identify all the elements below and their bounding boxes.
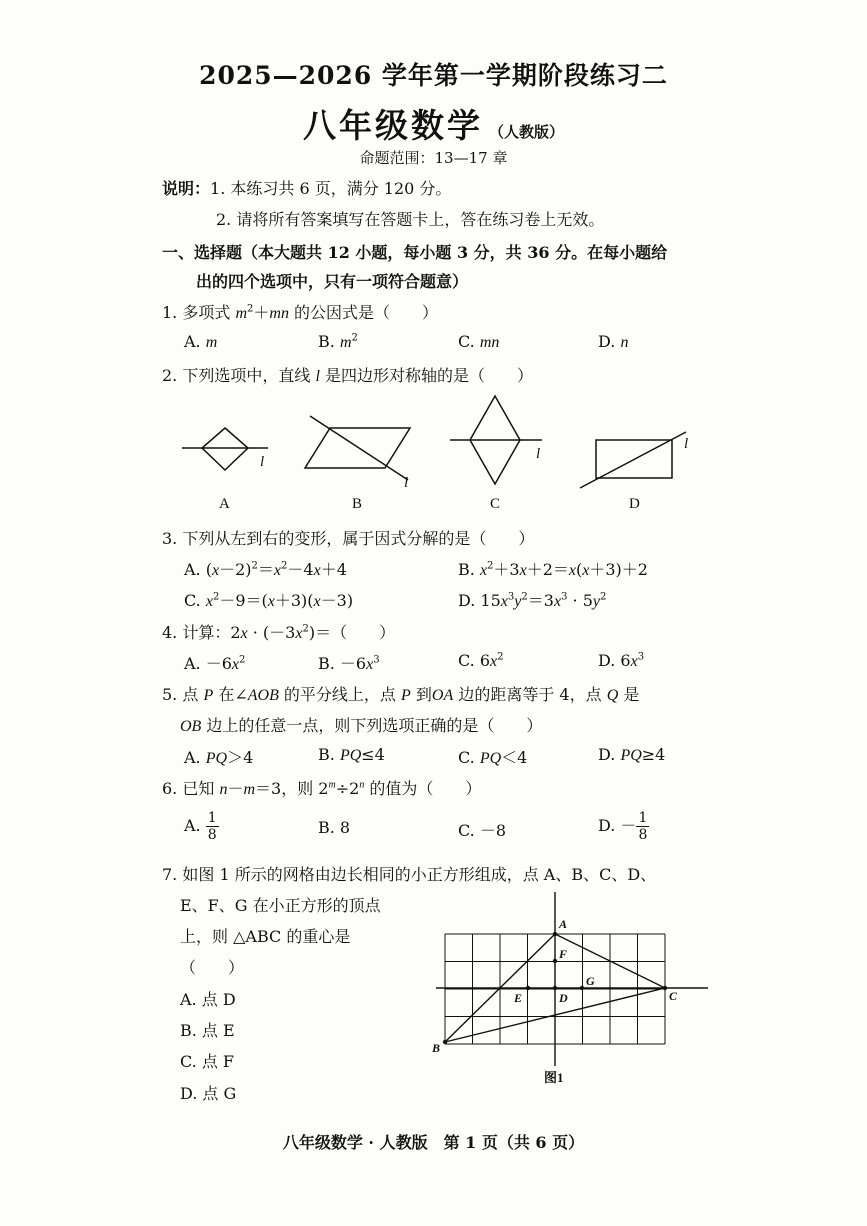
q6-option-b: B. 8: [318, 818, 351, 837]
point-f: [553, 959, 557, 963]
q6-option-c: C. －8: [458, 821, 507, 840]
q5-option-b: B. PQ≤4: [318, 745, 385, 764]
question-7-line3: 上，则 △ABC 的重心是: [180, 927, 351, 946]
q7-option-b: B. 点 E: [180, 1021, 235, 1040]
figure-a-shape: [202, 428, 248, 470]
figure-a-l-label: l: [260, 454, 265, 470]
label-e: E: [514, 991, 523, 1005]
q4-option-b: B. $-6x^3$: [318, 654, 380, 673]
q1-option-c: C. mn: [458, 332, 500, 351]
question-3: 3. 下列从左到右的变形，属于因式分解的是（ ）: [162, 529, 535, 548]
question-7-line2: E、F、G 在小正方形的顶点: [180, 896, 381, 915]
figure-b-shape: [305, 428, 410, 468]
q5-option-d: D. PQ≥4: [598, 745, 666, 764]
point-g: [580, 986, 584, 990]
q7-option-a: A. 点 D: [180, 990, 236, 1009]
question-5: 5. 点 P 在∠AOB 的平分线上，点 P 到OA 边的距离等于 4，点 Q 是: [162, 685, 640, 704]
section-title-line2: 出的四个选项中，只有一项符合题意）: [196, 272, 469, 291]
exam-title: 2025—2026 学年第一学期阶段练习二: [199, 61, 668, 90]
label-a: A: [559, 917, 568, 931]
q2-figures: [170, 388, 710, 518]
q7-option-c: C. 点 F: [180, 1052, 235, 1071]
label-c: C: [669, 989, 678, 1003]
point-e: [526, 986, 530, 990]
q1-option-b: B. $m^2$: [318, 332, 358, 351]
label-g: G: [586, 974, 595, 988]
q3-option-d: D. $15x^3y^2=3x^3 \cdot 5y^2$: [458, 591, 607, 610]
q5-option-c: C. PQ＜4: [458, 748, 528, 767]
q7-option-d: D. 点 G: [180, 1084, 237, 1103]
question-7-line4: （ ）: [180, 958, 245, 977]
point-d: [553, 986, 557, 990]
figure-b-l-label: l: [404, 475, 409, 491]
figure-caption: 图1: [544, 1070, 564, 1085]
label-d: D: [559, 991, 568, 1005]
exam-scope: 命题范围：13—17 章: [359, 149, 508, 167]
page-footer: 八年级数学 · 人教版 第 1 页（共 6 页）: [282, 1133, 585, 1152]
question-4: 4. 计算：$2x \cdot (-3x^2)=$（ ）: [162, 623, 396, 642]
question-7: 7. 如图 1 所示的网格由边长相同的小正方形组成，点 A、B、C、D、: [162, 865, 657, 884]
q3-option-a: A. $(x-2)^2=x^2-4x+4$: [184, 560, 347, 579]
section-title: 一、选择题（本大题共 12 小题，每小题 3 分，共 36 分。在每小题给: [162, 243, 668, 262]
figure-b-line: [310, 416, 408, 480]
q4-option-a: A. $-6x^2$: [184, 654, 246, 673]
question-6: 6. 已知 n－m＝3，则 $2^m\div 2^n$ 的值为（ ）: [162, 779, 482, 798]
q1-option-d: D. n: [598, 332, 629, 351]
figure-c-label: C: [490, 496, 501, 512]
figure-c-l-label: l: [536, 446, 541, 462]
exam-edition: （人教版）: [488, 123, 564, 141]
question-2: 2. 下列选项中，直线 l 是四边形对称轴的是（ ）: [162, 366, 533, 385]
q6-option-d: D. － $\frac{1}{8}$: [598, 810, 648, 843]
q3-option-b: B. $x^2+3x+2=x(x+3)+2$: [458, 560, 648, 579]
q1-option-a: A. m: [184, 332, 218, 351]
point-b: [443, 1040, 447, 1044]
q3-option-c: C. $x^2-9=(x+3)(x-3)$: [184, 591, 354, 610]
grid-figure: [428, 888, 718, 1088]
q4-option-d: D. $6x^3$: [598, 651, 645, 670]
label-f: F: [559, 947, 568, 961]
q4-option-c: C. $6x^2$: [458, 651, 504, 670]
figure-b-label: B: [352, 496, 363, 512]
figure-a-label: A: [219, 496, 230, 512]
notes: 说明：1. 本练习共 6 页，满分 120 分。: [162, 179, 452, 198]
q5-option-a: A. PQ＞4: [184, 748, 254, 767]
exam-subject: 八年级数学 （人教版）: [302, 106, 564, 145]
q6-option-a: A. $\frac{1}{8}$: [184, 810, 217, 843]
point-a: [553, 932, 557, 936]
figure-d-l-label: l: [684, 436, 689, 452]
point-c: [663, 986, 667, 990]
question-1: 1. 多项式 $m^2+mn$ 的公因式是（ ）: [162, 303, 439, 322]
figure-d-label: D: [629, 496, 640, 512]
question-5-line2: OB 边上的任意一点，则下列选项正确的是（ ）: [180, 716, 543, 735]
label-b: B: [432, 1041, 441, 1055]
notes-line2: 2. 请将所有答案填写在答题卡上，答在练习卷上无效。: [216, 210, 605, 229]
